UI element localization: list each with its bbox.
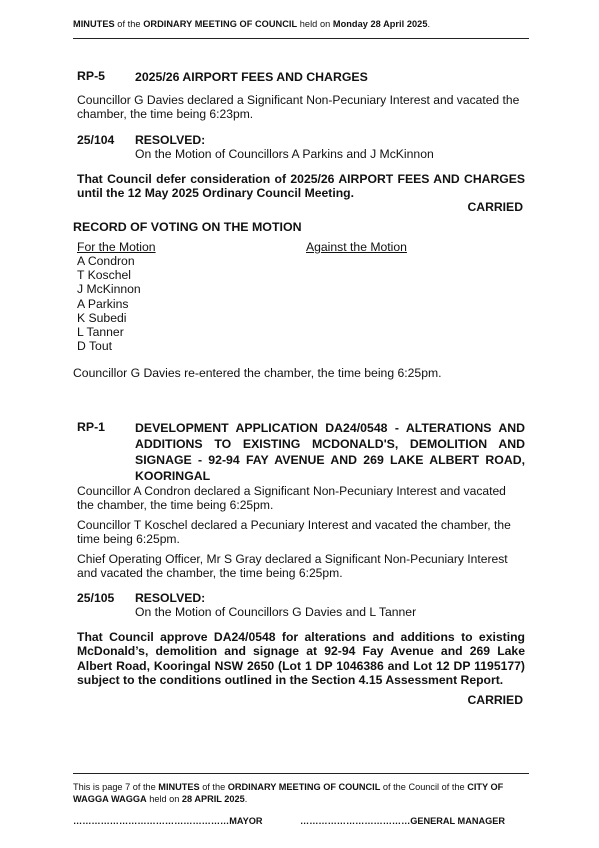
footer-text: of the: [199, 782, 228, 792]
general-manager-signature-line: ………………………………GENERAL MANAGER: [300, 816, 506, 826]
page-footer: [73, 781, 529, 805]
resolution-text: That Council defer consideration of 2025/26 AIRPORT FEES AND CHARGES until the 12 May 2025 Ordinary Council Meeting.: [77, 172, 525, 201]
footer-meeting: ORDINARY MEETING OF COUNCIL: [227, 782, 381, 792]
voter-name: K Subedi: [77, 310, 127, 325]
item-code: RP-5: [77, 69, 106, 83]
header-text: .: [427, 19, 431, 29]
declaration-text: Chief Operating Officer, Mr S Gray declared a Significant Non-Pecuniary Interest and vacated the chamber, the time being 6:25pm.: [77, 552, 508, 581]
voter-name: A Condron: [77, 254, 135, 268]
header-divider: [73, 38, 529, 39]
item-title: 2025/26 AIRPORT FEES AND CHARGES: [135, 70, 368, 84]
carried-label: CARRIED: [467, 693, 523, 707]
header-text: held on: [297, 19, 333, 29]
footer-council: CITY OF WAGGA WAGGA: [73, 782, 504, 804]
declaration-text: Councillor G Davies declared a Significant Non-Pecuniary Interest and vacated the chamber, the time being 6:23pm.: [77, 93, 520, 122]
header-text: of the: [114, 19, 144, 29]
voter-name: D Tout: [77, 339, 113, 354]
motion-text: On the Motion of Councillors A Parkins and J McKinnon: [135, 147, 434, 161]
voter-name: T Koschel: [77, 268, 131, 283]
item-title: DEVELOPMENT APPLICATION DA24/0548 - ALTERATIONS AND ADDITIONS TO EXISTING MCDONALD'S, DEMOLITION AND SIGNAGE - 92-94 FAY AVENUE AND 269 LAKE ALBERT ROAD, KOORINGAL: [135, 421, 525, 483]
declaration-text: Councillor A Condron declared a Significant Non-Pecuniary Interest and vacated the chamber, the time being 6:25pm.: [77, 484, 506, 513]
motion-text: On the Motion of Councillors G Davies and L Tanner: [135, 605, 417, 619]
footer-text: This is page 7 of the: [73, 782, 159, 792]
footer-text: held on: [146, 794, 182, 804]
footer-text: of the Council of the: [380, 782, 468, 792]
resolved-label: RESOLVED:: [135, 133, 206, 147]
footer-date: 28 APRIL 2025: [181, 794, 245, 804]
footer-text: .: [244, 794, 248, 804]
for-names-list: [77, 254, 141, 353]
declaration-text: Councillor T Koschel declared a Pecuniary Interest and vacated the chamber, the time being 6:25pm.: [77, 518, 511, 547]
for-motion-label: For the Motion: [77, 240, 156, 254]
mayor-signature-line: ……………………………………………MAYOR: [73, 816, 263, 826]
resolved-label: RESOLVED:: [135, 591, 206, 605]
header-date: Monday 28 April 2025: [332, 19, 428, 29]
against-motion-label: Against the Motion: [306, 240, 407, 254]
resolution-text: That Council approve DA24/0548 for alterations and additions to existing McDonald’s, demolition and signage at 92-94 Fay Avenue and 269 Lake Albert Road, Kooringal NSW 2650 (Lot 1 DP 1046386 and Lot 12 DP 1195177) subject to the conditions outlined in the Section 4.15 Assessment Report.: [77, 630, 525, 688]
footer-divider: [73, 773, 529, 774]
voter-name: J McKinnon: [77, 282, 141, 297]
voting-heading: RECORD OF VOTING ON THE MOTION: [73, 220, 302, 234]
voter-name: L Tanner: [77, 324, 124, 339]
footer-minutes: MINUTES: [158, 782, 200, 792]
resolution-number: 25/105: [77, 591, 115, 605]
page-header: [73, 19, 430, 29]
reentry-text: Councillor G Davies re-entered the chamber, the time being 6:25pm.: [73, 366, 442, 380]
carried-label: CARRIED: [467, 200, 523, 214]
item-code: RP-1: [77, 420, 106, 434]
header-minutes: MINUTES: [73, 19, 115, 29]
voter-name: A Parkins: [77, 296, 129, 311]
resolution-number: 25/104: [77, 133, 115, 147]
header-meeting: ORDINARY MEETING OF COUNCIL: [143, 19, 298, 29]
